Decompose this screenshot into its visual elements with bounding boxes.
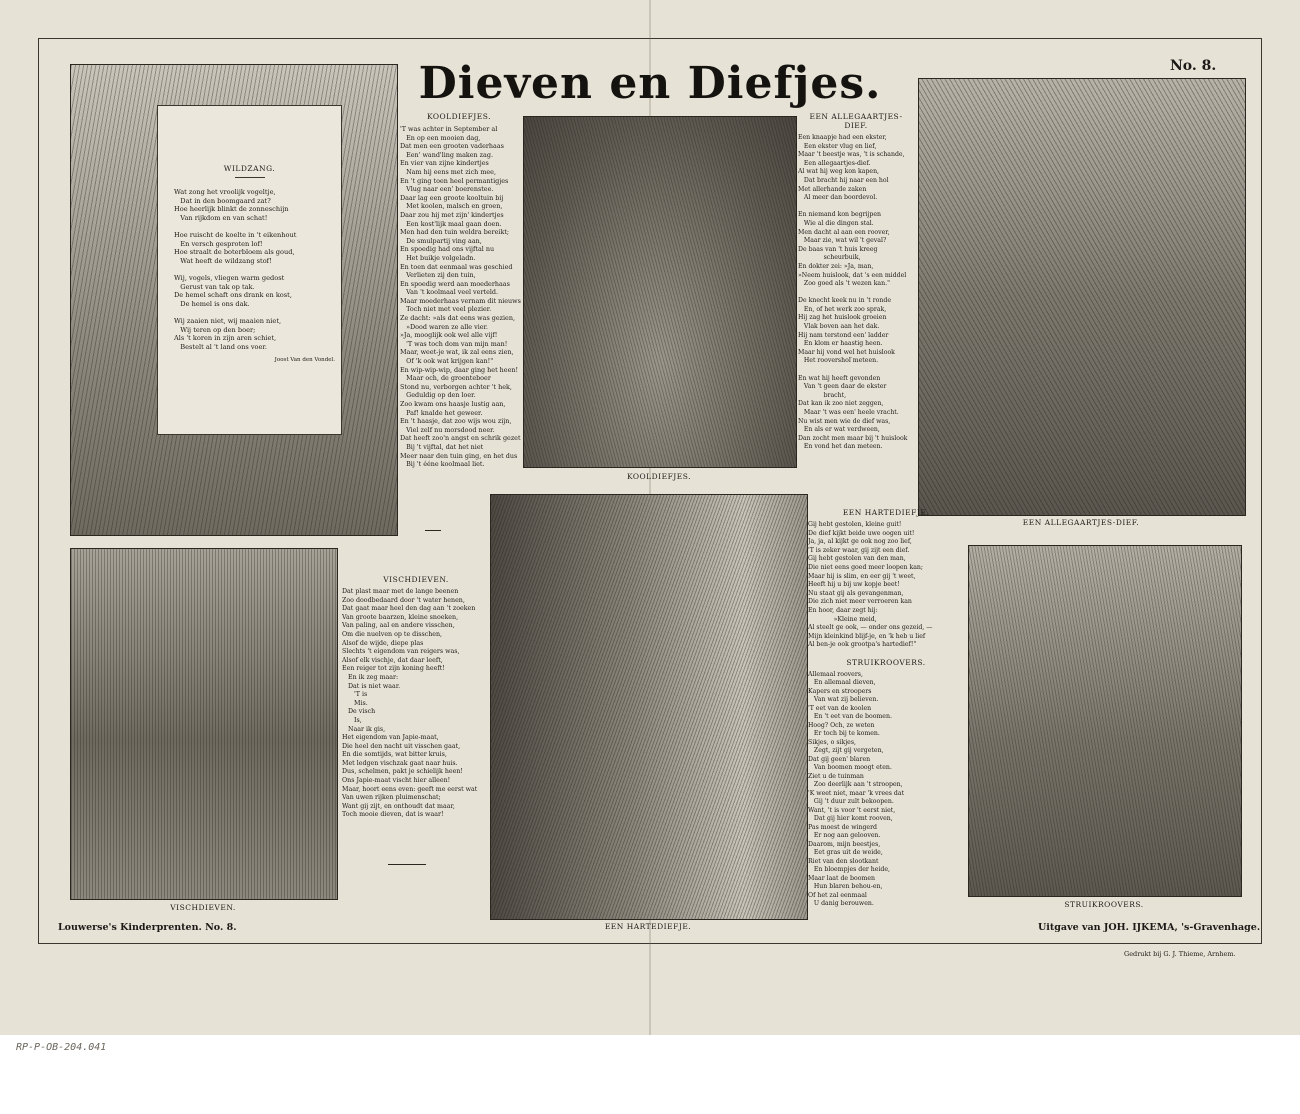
allegaartjes-text: Een knaapje had een ekster, Een ekster vlug en lief, Maar 't beestje was, 't is schande, Een allegaartjes-dief. Al wat hij weg kon kapen, Dat bracht hij naar een hol Met allerhande zaken Al meer dan boordevol. En niemand kon begrijpen Wie al die dingen stal. Men dacht al aan een roover, Maar zie, wat wil 't geval? De baas van 't huis kreeg scheurbuik, En dokter zei: »Ja, man, »Neem huislook, dat 's een middel Zoo goed als 't wezen kan." De knecht keek nu in 't ronde En, of het werk zoo sprak, Hij zag het huislook groeien Vlak boven aan het dak. Hij nam terstond een' ladder En klom er haastig heen. Maar hij vond wel het huislook Het roovershoľ meteen. En wat hij heeft gevonden Van 't geen daar de ekster bracht, Dat kan ik zoo niet zeggen, Maar 't was een' heele vracht. Nu wist men wie de dief was, En als er wat verdween, Dan zocht men maar bij 't huislook En vond het dan meteen. bbox=[798, 134, 908, 451]
footer-printer: Gedrukt bij G. J. Thieme, Arnhem. bbox=[1124, 950, 1236, 958]
wildzang-panel bbox=[157, 105, 342, 435]
struikroovers-title: STRUIKROOVERS. bbox=[846, 657, 926, 667]
herons-engraving bbox=[70, 548, 338, 900]
vischdieven-text: Dat plast maar met de lange beenen Zoo doodbedaard door 't water henen, Dat gaat maar heel den dag aan 't zoeken Van groote baarzen, kleine snoeken, Van paling, aal en andere visschen, Om die nuelven op te disschen, Alsof de wijde, diepe plas Slechts 't eigendom van reigers was, Alsof elk vischje, dat daar leeft, Een reiger tot zijn koning heeft! En ik zeg maar: Dat is niet waar. 'T is Mis. De visch Is, Naar ik gis, Het eigendom van Japie-maat, Die heel den nacht uit visschen gaat, En die somtijds, wat bitter kruis, Met ledgen vischzak gaat naar huis. Dus, schelmen, pakt je schielijk heen! Ons Japie-maat vischt hier alleen! Maar, hoort eens even: geeft me eerst wat Van uwen rijken pluimenschat; Want gij zijt, en onthoudt dat maar, Toch mooie dieven, dat is waar! bbox=[342, 588, 478, 819]
wildzang-text: Wat zong het vroolijk vogeltje, Dat in den boomgaard zat? Hoe heerlijk blinkt de zonneschijn Van rijkdom en van schat! Hoe ruischt de koelte in 't eikenhout En versch gesproten lof! Hoe straalt de boterbloem als goud, Wat heeft de wildzang stof! Wij, vogels, vliegen warm gedost Gerust van tak op tak. De hemel schaft ons drank en kost, De hemel is ons dak. Wij zaaien niet, wij maaien niet, Wij teren op den boer; Als 't koren in zijn aren schiet, Bestelt al 't land ons voer. bbox=[174, 188, 297, 351]
hartediefje-engraving bbox=[490, 494, 808, 920]
divider bbox=[235, 177, 265, 178]
magpie-engraving bbox=[918, 78, 1246, 516]
separator-left bbox=[425, 530, 441, 531]
wildzang-title: WILDZANG. bbox=[223, 164, 276, 173]
separator-middle bbox=[388, 864, 426, 865]
kooldiefjes-text: 'T was achter in September al En op een mooien dag, Dat men een grooten vaderhaas Een' wand'ling maken zag. En vier van zijne kindertjes Nam hij eens met zich mee, En 't ging toen heel permantigjes Vlug naar een' boerenstee. Daar lag een groote kooltuin bij Met koolen, malsch en groen, Daar zou hij met zijn' kindertjes Een kost'lijk maal gaan doen. Men had den tuin weldra bereikt; De smulpartij ving aan, En spoedig had ons vijftal nu Het buikje volgeladn. En toen dat eenmaal was geschied Verlieten zij den tuin, En spoedig werd aan moederhaas Van 't koolmaal veel verteld. Maar moederhaas vernam dit nieuws Toch niet met veel plezier. Ze dacht: »als dat eens was gezien, »Dood waren ze alle vier. »Ja, mooglijk ook wel alle vijf! 'T was toch dom van mijn man! Maar, weet-je wat, ik zal eens zien, Of 'k ook wat krijgen kan!" En wip-wip-wip, daar ging het heen! Maar och, de groenteboer Stond nu, verborgen achter 't hek, Geduldig op den loer. Zoo kwam ons haasje lustig aan, Paf! knalde het geweer. En 't haasje, dat zoo wijs wou zijn, Viel zelf nu morsdood neer. Dat heeft zoo'n angst en schrik gezet Bij 't vijftal, dat het niet Meer naar den tuin ging, en het dus Bij 't ééne koolmaal liet. bbox=[400, 125, 521, 469]
footer-series: Louwerse's Kinderprenten. No. 8. bbox=[58, 922, 237, 933]
allegaartjes-column bbox=[798, 112, 914, 452]
goats-engraving bbox=[968, 545, 1242, 897]
vischdieven-column bbox=[342, 575, 490, 820]
footer-publisher: Uitgave van JOH. IJKEMA, 's-Gravenhage. bbox=[1038, 922, 1261, 933]
allegaartjes-caption: EEN ALLEGAARTJES-DIEF. bbox=[1022, 518, 1140, 527]
kooldiefjes-caption: KOOLDIEFJES. bbox=[626, 472, 692, 481]
hartediefje-text: Gij hebt gestolen, kleine guit! De dief kijkt beide uwe oogen uit! Ja, ja, al kijkt ge ook nog zoo lief, 'T is zeker waar, gij zijt een dief. Gij hebt gestolen van den man, Die niet eens goed meer loopen kan; Maar hij is slim, en eer gij 't weet, Heeft hij u bij uw kopje beet! Nu staat gij als gevangenman, Die zich niet meer verroeren kan En hoor, daar zegt hij: »Kleine meid, Al steelt ge ook, — onder ons gezeid, — Mijn kleinkind blijf-je, en 'k heb u lief Al ben-je ook grootpa's hartedief!" bbox=[808, 521, 933, 649]
inventory-number: RP-P-OB-204.041 bbox=[16, 1042, 107, 1053]
vischdieven-caption: VISCHDIEVEN. bbox=[170, 903, 236, 912]
sheet-number: No. 8. bbox=[1170, 58, 1217, 74]
wildzang-engraving bbox=[70, 64, 398, 536]
hartediefje-title: EEN HARTEDIEFJE. bbox=[842, 508, 930, 517]
hartediefje-caption: EEN HARTEDIEFJE. bbox=[604, 922, 692, 931]
kooldiefjes-title: KOOLDIEFJES. bbox=[426, 112, 492, 121]
struikroovers-text: Allemaal roovers, En allemaal dieven, Kapers en stroopers Van wat zij believen. 'T eet van de koolen En 't eet van de boomen. Hoog? Och, ze weten Er toch bij te komen. Sikjes, o sikjes, Zegt, zijt gij vergeten, Dat gij geen' blaren Van boomen moogt eten. Ziet u de tuinman Zoo deerlijk aan 't stroopen, 'K weet niet, maar 'k vrees dat Gij 't duur zult bekoopen. Want, 't is voor 't eerst niet, Dat gij hier komt rooven, Pas moest de wingerd Er nog aan gelooven. Daarom, mijn beestjes, Eet gras uit de weide, Riet van den slootkant En bloempjes der heide, Maar laat de boomen Hun blaren behou-en, Of het zal eenmaal U danig berouwen. bbox=[808, 670, 905, 908]
right-poems-column bbox=[808, 508, 964, 909]
allegaartjes-title: EEN ALLEGAARTJES- DIEF. bbox=[809, 112, 903, 130]
kooldiefjes-column bbox=[400, 112, 521, 469]
vischdieven-title: VISCHDIEVEN. bbox=[383, 575, 449, 584]
kooldiefjes-engraving bbox=[523, 116, 797, 468]
page-title: Dieven en Diefjes. bbox=[418, 58, 882, 109]
wildzang-author: Joost Van den Vondel. bbox=[274, 357, 335, 364]
struikroovers-caption: STRUIKROOVERS. bbox=[1064, 900, 1144, 909]
